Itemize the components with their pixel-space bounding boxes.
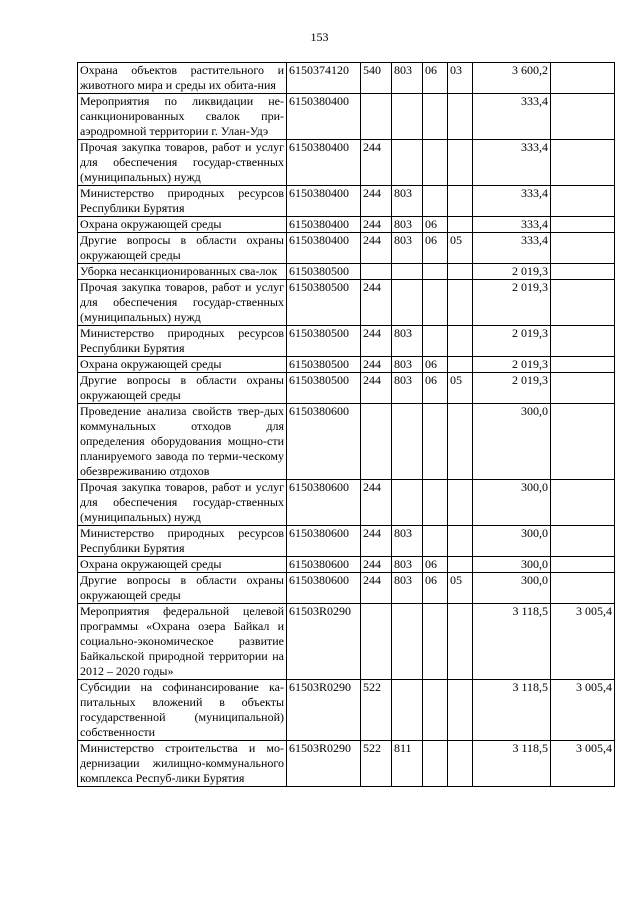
federal-amount-cell: [551, 557, 615, 573]
ministry-code-cell: 803: [392, 557, 423, 573]
section-cell: [423, 680, 448, 741]
section-cell: [423, 264, 448, 280]
target-code-cell: 6150380600: [287, 573, 361, 604]
table-row: [78, 186, 615, 217]
amount-cell: 2 019,3: [473, 326, 551, 357]
amount-cell: 300,0: [473, 573, 551, 604]
federal-amount-cell: [551, 573, 615, 604]
federal-amount-cell: [551, 404, 615, 480]
amount-cell: 2 019,3: [473, 280, 551, 326]
subsection-cell: [448, 741, 473, 787]
subsection-cell: [448, 557, 473, 573]
amount-cell: 300,0: [473, 480, 551, 526]
expense-type-cell: 244: [361, 140, 392, 186]
target-code-cell: 6150380600: [287, 404, 361, 480]
table-row: [78, 526, 615, 557]
subsection-cell: 03: [448, 63, 473, 94]
target-code-cell: 6150380600: [287, 480, 361, 526]
expense-type-cell: [361, 94, 392, 140]
expense-type-cell: 244: [361, 480, 392, 526]
federal-amount-cell: [551, 357, 615, 373]
table-row: [78, 604, 615, 680]
ministry-code-cell: [392, 94, 423, 140]
section-cell: [423, 604, 448, 680]
section-cell: 06: [423, 217, 448, 233]
subsection-cell: [448, 326, 473, 357]
expense-type-cell: 244: [361, 233, 392, 264]
subsection-cell: [448, 604, 473, 680]
subsection-cell: [448, 404, 473, 480]
row-name-cell: Министерство природных ресурсов Республики Бурятия: [78, 186, 287, 217]
section-cell: [423, 326, 448, 357]
subsection-cell: [448, 280, 473, 326]
amount-cell: 333,4: [473, 217, 551, 233]
table-row: [78, 280, 615, 326]
row-name-cell: Министерство природных ресурсов Республики Бурятия: [78, 326, 287, 357]
table-row: [78, 680, 615, 741]
section-cell: [423, 140, 448, 186]
target-code-cell: 6150380400: [287, 217, 361, 233]
expense-type-cell: 244: [361, 326, 392, 357]
subsection-cell: 05: [448, 373, 473, 404]
federal-amount-cell: [551, 140, 615, 186]
row-name-cell: Другие вопросы в области охраны окружающей среды: [78, 233, 287, 264]
amount-cell: 2 019,3: [473, 264, 551, 280]
section-cell: 06: [423, 357, 448, 373]
table-row: [78, 217, 615, 233]
federal-amount-cell: [551, 63, 615, 94]
row-name-cell: Субсидии на софинансирование ка-питальных вложений в объекты государственной (муниципальной) собственности: [78, 680, 287, 741]
expense-type-cell: [361, 404, 392, 480]
table-row: [78, 63, 615, 94]
ministry-code-cell: 803: [392, 233, 423, 264]
amount-cell: 300,0: [473, 557, 551, 573]
table-row: [78, 326, 615, 357]
budget-table: [77, 62, 615, 787]
ministry-code-cell: 803: [392, 373, 423, 404]
row-name-cell: Охрана окружающей среды: [78, 217, 287, 233]
section-cell: 06: [423, 573, 448, 604]
federal-amount-cell: [551, 264, 615, 280]
row-name-cell: Другие вопросы в области охраны окружающей среды: [78, 573, 287, 604]
section-cell: [423, 480, 448, 526]
amount-cell: 333,4: [473, 94, 551, 140]
section-cell: 06: [423, 233, 448, 264]
expense-type-cell: 244: [361, 373, 392, 404]
section-cell: [423, 94, 448, 140]
ministry-code-cell: [392, 680, 423, 741]
section-cell: [423, 280, 448, 326]
subsection-cell: 05: [448, 573, 473, 604]
row-name-cell: Охрана окружающей среды: [78, 357, 287, 373]
section-cell: 06: [423, 63, 448, 94]
target-code-cell: 6150374120: [287, 63, 361, 94]
row-name-cell: Министерство природных ресурсов Республики Бурятия: [78, 526, 287, 557]
expense-type-cell: 244: [361, 557, 392, 573]
expense-type-cell: 540: [361, 63, 392, 94]
section-cell: [423, 404, 448, 480]
expense-type-cell: 244: [361, 357, 392, 373]
row-name-cell: Мероприятия федеральной целевой программы «Охрана озера Байкал и социально-экономическое развитие Байкальской природной территории на 2012 – 2020 годы»: [78, 604, 287, 680]
page-number: 153: [310, 30, 329, 44]
ministry-code-cell: [392, 280, 423, 326]
section-cell: [423, 526, 448, 557]
federal-amount-cell: 3 005,4: [551, 741, 615, 787]
target-code-cell: 6150380400: [287, 233, 361, 264]
row-name-cell: Прочая закупка товаров, работ и услуг для обеспечения государ-ственных (муниципальных) нужд: [78, 480, 287, 526]
target-code-cell: 6150380500: [287, 326, 361, 357]
row-name-cell: Мероприятия по ликвидации не-санкционированных свалок при-аэродромной территории г. Улан-Удэ: [78, 94, 287, 140]
amount-cell: 300,0: [473, 404, 551, 480]
target-code-cell: 6150380600: [287, 526, 361, 557]
amount-cell: 333,4: [473, 186, 551, 217]
federal-amount-cell: [551, 526, 615, 557]
expense-type-cell: 244: [361, 217, 392, 233]
table-row: [78, 357, 615, 373]
federal-amount-cell: [551, 186, 615, 217]
row-name-cell: Охрана объектов растительного и животного мира и среды их обита-ния: [78, 63, 287, 94]
federal-amount-cell: [551, 217, 615, 233]
subsection-cell: [448, 480, 473, 526]
subsection-cell: [448, 217, 473, 233]
target-code-cell: 61503R0290: [287, 680, 361, 741]
amount-cell: 3 118,5: [473, 604, 551, 680]
ministry-code-cell: 803: [392, 217, 423, 233]
table-row: [78, 264, 615, 280]
table-row: [78, 233, 615, 264]
ministry-code-cell: [392, 604, 423, 680]
ministry-code-cell: 811: [392, 741, 423, 787]
section-cell: 06: [423, 557, 448, 573]
federal-amount-cell: [551, 480, 615, 526]
table-row: [78, 373, 615, 404]
target-code-cell: 6150380400: [287, 140, 361, 186]
amount-cell: 3 118,5: [473, 741, 551, 787]
target-code-cell: 6150380500: [287, 264, 361, 280]
target-code-cell: 61503R0290: [287, 741, 361, 787]
table-row: [78, 573, 615, 604]
ministry-code-cell: [392, 140, 423, 186]
expense-type-cell: 244: [361, 573, 392, 604]
subsection-cell: [448, 94, 473, 140]
subsection-cell: [448, 186, 473, 217]
target-code-cell: 61503R0290: [287, 604, 361, 680]
section-cell: [423, 741, 448, 787]
amount-cell: 3 118,5: [473, 680, 551, 741]
ministry-code-cell: 803: [392, 63, 423, 94]
federal-amount-cell: [551, 280, 615, 326]
target-code-cell: 6150380500: [287, 280, 361, 326]
federal-amount-cell: [551, 326, 615, 357]
row-name-cell: Другие вопросы в области охраны окружающей среды: [78, 373, 287, 404]
federal-amount-cell: [551, 233, 615, 264]
row-name-cell: Прочая закупка товаров, работ и услуг для обеспечения государ-ственных (муниципальных) нужд: [78, 280, 287, 326]
row-name-cell: Прочая закупка товаров, работ и услуг для обеспечения государ-ственных (муниципальных) нужд: [78, 140, 287, 186]
table-row: [78, 94, 615, 140]
target-code-cell: 6150380500: [287, 373, 361, 404]
amount-cell: 3 600,2: [473, 63, 551, 94]
expense-type-cell: 522: [361, 680, 392, 741]
expense-type-cell: 522: [361, 741, 392, 787]
target-code-cell: 6150380600: [287, 557, 361, 573]
row-name-cell: Уборка несанкционированных сва-лок: [78, 264, 287, 280]
target-code-cell: 6150380400: [287, 94, 361, 140]
federal-amount-cell: [551, 94, 615, 140]
row-name-cell: Охрана окружающей среды: [78, 557, 287, 573]
subsection-cell: [448, 140, 473, 186]
federal-amount-cell: [551, 373, 615, 404]
expense-type-cell: 244: [361, 186, 392, 217]
table-row: [78, 480, 615, 526]
amount-cell: 2 019,3: [473, 373, 551, 404]
table-row: [78, 404, 615, 480]
amount-cell: 300,0: [473, 526, 551, 557]
ministry-code-cell: [392, 480, 423, 526]
subsection-cell: [448, 264, 473, 280]
ministry-code-cell: 803: [392, 186, 423, 217]
subsection-cell: [448, 680, 473, 741]
subsection-cell: [448, 357, 473, 373]
row-name-cell: Проведение анализа свойств твер-дых коммунальных отходов для определения оборудования мощно-сти планируемого завода по терми-ческому обезвреживанию отдохов: [78, 404, 287, 480]
expense-type-cell: [361, 264, 392, 280]
table-row: [78, 140, 615, 186]
target-code-cell: 6150380500: [287, 357, 361, 373]
amount-cell: 333,4: [473, 233, 551, 264]
expense-type-cell: [361, 604, 392, 680]
ministry-code-cell: [392, 404, 423, 480]
ministry-code-cell: 803: [392, 573, 423, 604]
section-cell: [423, 186, 448, 217]
row-name-cell: Министерство строительства и мо-дернизации жилищно-коммунального комплекса Респуб-лики Бурятия: [78, 741, 287, 787]
ministry-code-cell: 803: [392, 357, 423, 373]
ministry-code-cell: [392, 264, 423, 280]
federal-amount-cell: 3 005,4: [551, 604, 615, 680]
ministry-code-cell: 803: [392, 326, 423, 357]
subsection-cell: [448, 526, 473, 557]
target-code-cell: 6150380400: [287, 186, 361, 217]
amount-cell: 333,4: [473, 140, 551, 186]
table-row: [78, 557, 615, 573]
amount-cell: 2 019,3: [473, 357, 551, 373]
table-body: [78, 63, 615, 787]
expense-type-cell: 244: [361, 526, 392, 557]
section-cell: 06: [423, 373, 448, 404]
table-row: [78, 741, 615, 787]
ministry-code-cell: 803: [392, 526, 423, 557]
subsection-cell: 05: [448, 233, 473, 264]
expense-type-cell: 244: [361, 280, 392, 326]
federal-amount-cell: 3 005,4: [551, 680, 615, 741]
